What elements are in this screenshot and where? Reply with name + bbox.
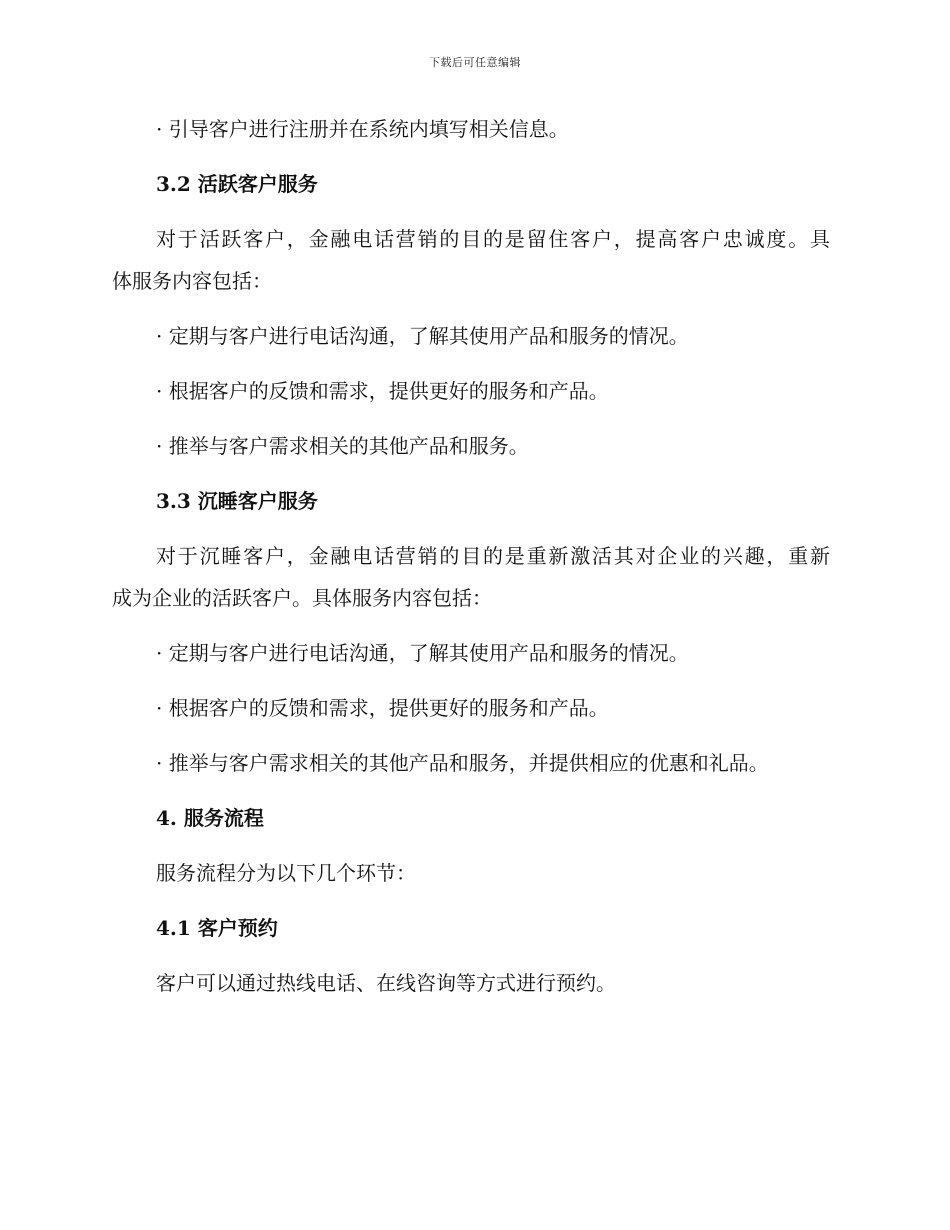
list-item: · 定期与客户进行电话沟通，了解其使用产品和服务的情况。	[156, 324, 689, 348]
paragraph-line: 体服务内容包括：	[112, 269, 272, 293]
page-header-note: 下载后可任意编辑	[429, 56, 521, 69]
paragraph-line: 对于沉睡客户，金融电话营销的目的是重新激活其对企业的兴趣，重新	[156, 544, 830, 568]
list-item: · 推举与客户需求相关的其他产品和服务。	[156, 434, 529, 458]
paragraph-line: 对于活跃客户，金融电话营销的目的是留住客户，提高客户忠诚度。具	[156, 227, 830, 251]
list-item: · 根据客户的反馈和需求，提供更好的服务和产品。	[156, 696, 609, 720]
list-item: · 定期与客户进行电话沟通，了解其使用产品和服务的情况。	[156, 641, 689, 665]
paragraph-line: 客户可以通过热线电话、在线咨询等方式进行预约。	[156, 971, 616, 995]
paragraph-line: 服务流程分为以下几个环节：	[156, 861, 416, 885]
section-heading-4: 4. 服务流程	[156, 806, 264, 830]
list-item: · 根据客户的反馈和需求，提供更好的服务和产品。	[156, 379, 609, 403]
document-body	[112, 108, 830, 1004]
section-heading-4-1: 4.1 客户预约	[156, 916, 278, 940]
list-item: · 引导客户进行注册并在系统内填写相关信息。	[156, 117, 569, 141]
paragraph-line: 成为企业的活跃客户。具体服务内容包括：	[112, 586, 492, 610]
list-item: · 推举与客户需求相关的其他产品和服务，并提供相应的优惠和礼品。	[156, 751, 769, 775]
section-heading-3-2: 3.2 活跃客户服务	[156, 172, 318, 196]
section-heading-3-3: 3.3 沉睡客户服务	[156, 489, 318, 513]
